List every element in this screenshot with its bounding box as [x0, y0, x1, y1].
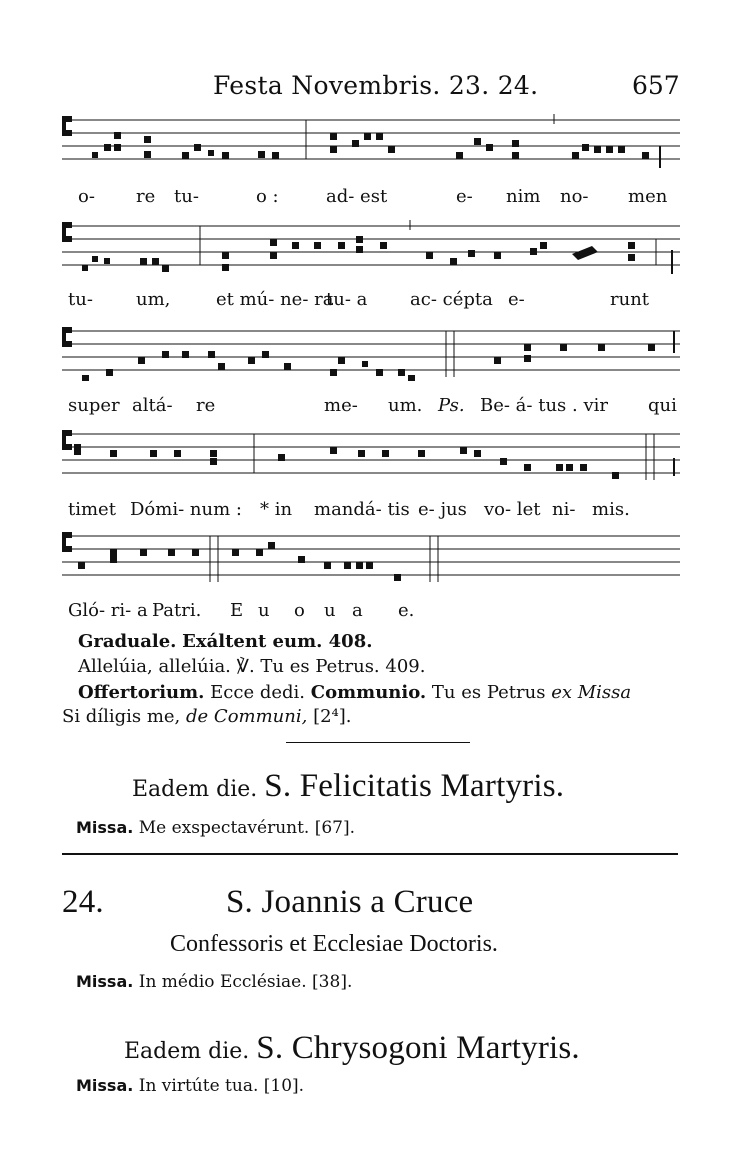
- chant-staff-5: [62, 530, 680, 586]
- joannis-missa: [76, 972, 352, 992]
- graduale-text: Exáltent eum. 408.: [182, 631, 373, 652]
- syllable: E: [230, 600, 244, 621]
- syllable: e-: [456, 186, 473, 207]
- syllable: no-: [560, 186, 589, 207]
- offertorium-label: Offertorium.: [78, 682, 205, 703]
- chant-lyrics-1: [62, 186, 682, 210]
- chant-lyrics-3: [62, 395, 682, 419]
- syllable: e.: [398, 600, 415, 621]
- chant-lyrics-2: [62, 289, 682, 313]
- syllable: timet: [68, 499, 116, 520]
- syllable: Be- á- tus . vir: [480, 395, 608, 416]
- syllable: nim: [506, 186, 541, 207]
- chant-lyrics-4: [62, 499, 682, 523]
- graduale-label: Graduale.: [78, 631, 177, 652]
- chrysogoni-name: S. Chrysogoni Martyris.: [256, 1030, 580, 1066]
- eadem-die: Eadem die.: [124, 1039, 250, 1064]
- syllable: Dómi- num :: [130, 499, 242, 520]
- chant-staff-4: [62, 428, 680, 484]
- syllable: um.: [388, 395, 423, 416]
- missa-label: Missa.: [76, 818, 134, 837]
- missa-text: In médio Ecclésiae. [38].: [138, 972, 353, 992]
- syllable: e-: [508, 289, 525, 310]
- long-divider: [62, 853, 678, 855]
- felicitas-missa: [76, 818, 355, 838]
- syllable: o: [294, 600, 305, 621]
- syllable: ad- est: [326, 186, 388, 207]
- missa-label: Missa.: [76, 972, 134, 991]
- felicitas-name: S. Felicitatis Martyris.: [264, 768, 565, 804]
- syllable: altá-: [132, 395, 173, 416]
- syllable: runt: [610, 289, 650, 310]
- graduale-line: [78, 631, 373, 652]
- ex-missa: ex Missa: [551, 682, 632, 703]
- syllable: men: [628, 186, 668, 207]
- page-header-title: Festa Novembris. 23. 24.: [213, 71, 539, 100]
- syllable: vo- let: [484, 499, 541, 520]
- syllable: * in: [260, 499, 293, 520]
- offertorium-line-2: [62, 706, 352, 727]
- syllable: u: [258, 600, 270, 621]
- offertorium-line: [78, 682, 631, 703]
- chrysogoni-missa: [76, 1076, 304, 1096]
- syllable: Ps.: [438, 395, 465, 416]
- chant-staff-2: [62, 220, 680, 276]
- syllable: re: [136, 186, 156, 207]
- communio-text: Tu es Petrus: [431, 682, 546, 703]
- de-communi: de Communi,: [186, 706, 308, 727]
- short-divider: [286, 742, 470, 743]
- communio-label: Communio.: [310, 682, 427, 703]
- felicitas-heading: [132, 768, 564, 805]
- missa-text: Me exspectavérunt. [67].: [138, 818, 356, 838]
- syllable: et mú- ne- ra: [216, 289, 334, 310]
- chant-staff-3: [62, 325, 680, 381]
- missa-label: Missa.: [76, 1076, 134, 1095]
- syllable: ni-: [552, 499, 576, 520]
- joannis-subtitle: Confessoris et Ecclesiae Doctoris.: [170, 931, 498, 957]
- syllable: e- jus: [418, 499, 467, 520]
- syllable: um,: [136, 289, 171, 310]
- syllable: mandá- tis: [314, 499, 410, 520]
- syllable: tu- a: [326, 289, 368, 310]
- syllable: o :: [256, 186, 279, 207]
- syllable: super: [68, 395, 120, 416]
- syllable: Patri.: [152, 600, 202, 621]
- syllable: a: [352, 600, 363, 621]
- syllable: u: [324, 600, 336, 621]
- missa-text: In virtúte tua. [10].: [138, 1076, 305, 1096]
- alleluia-line: Allelúia, allelúia. ℣. Tu es Petrus. 409.: [78, 656, 426, 677]
- page-number: 657: [632, 71, 680, 100]
- syllable: me-: [324, 395, 358, 416]
- chant-staff-1: [62, 114, 680, 170]
- offertorium-text: Ecce dedi.: [210, 682, 306, 703]
- syllable: tu-: [174, 186, 199, 207]
- si-diligis: Si díligis me,: [62, 706, 181, 727]
- joannis-name: S. Joannis a Cruce: [226, 884, 474, 920]
- syllable: re: [196, 395, 216, 416]
- chant-lyrics-5: [62, 600, 682, 624]
- syllable: Gló- ri- a: [68, 600, 148, 621]
- syllable: o-: [78, 186, 95, 207]
- syllable: tu-: [68, 289, 93, 310]
- syllable: ac- cépta: [410, 289, 493, 310]
- feast-number: 24.: [62, 884, 104, 920]
- reference: [2⁴].: [313, 706, 352, 727]
- chrysogoni-heading: [124, 1030, 580, 1067]
- syllable: mis.: [592, 499, 630, 520]
- syllable: qui: [648, 395, 677, 416]
- eadem-die: Eadem die.: [132, 777, 258, 802]
